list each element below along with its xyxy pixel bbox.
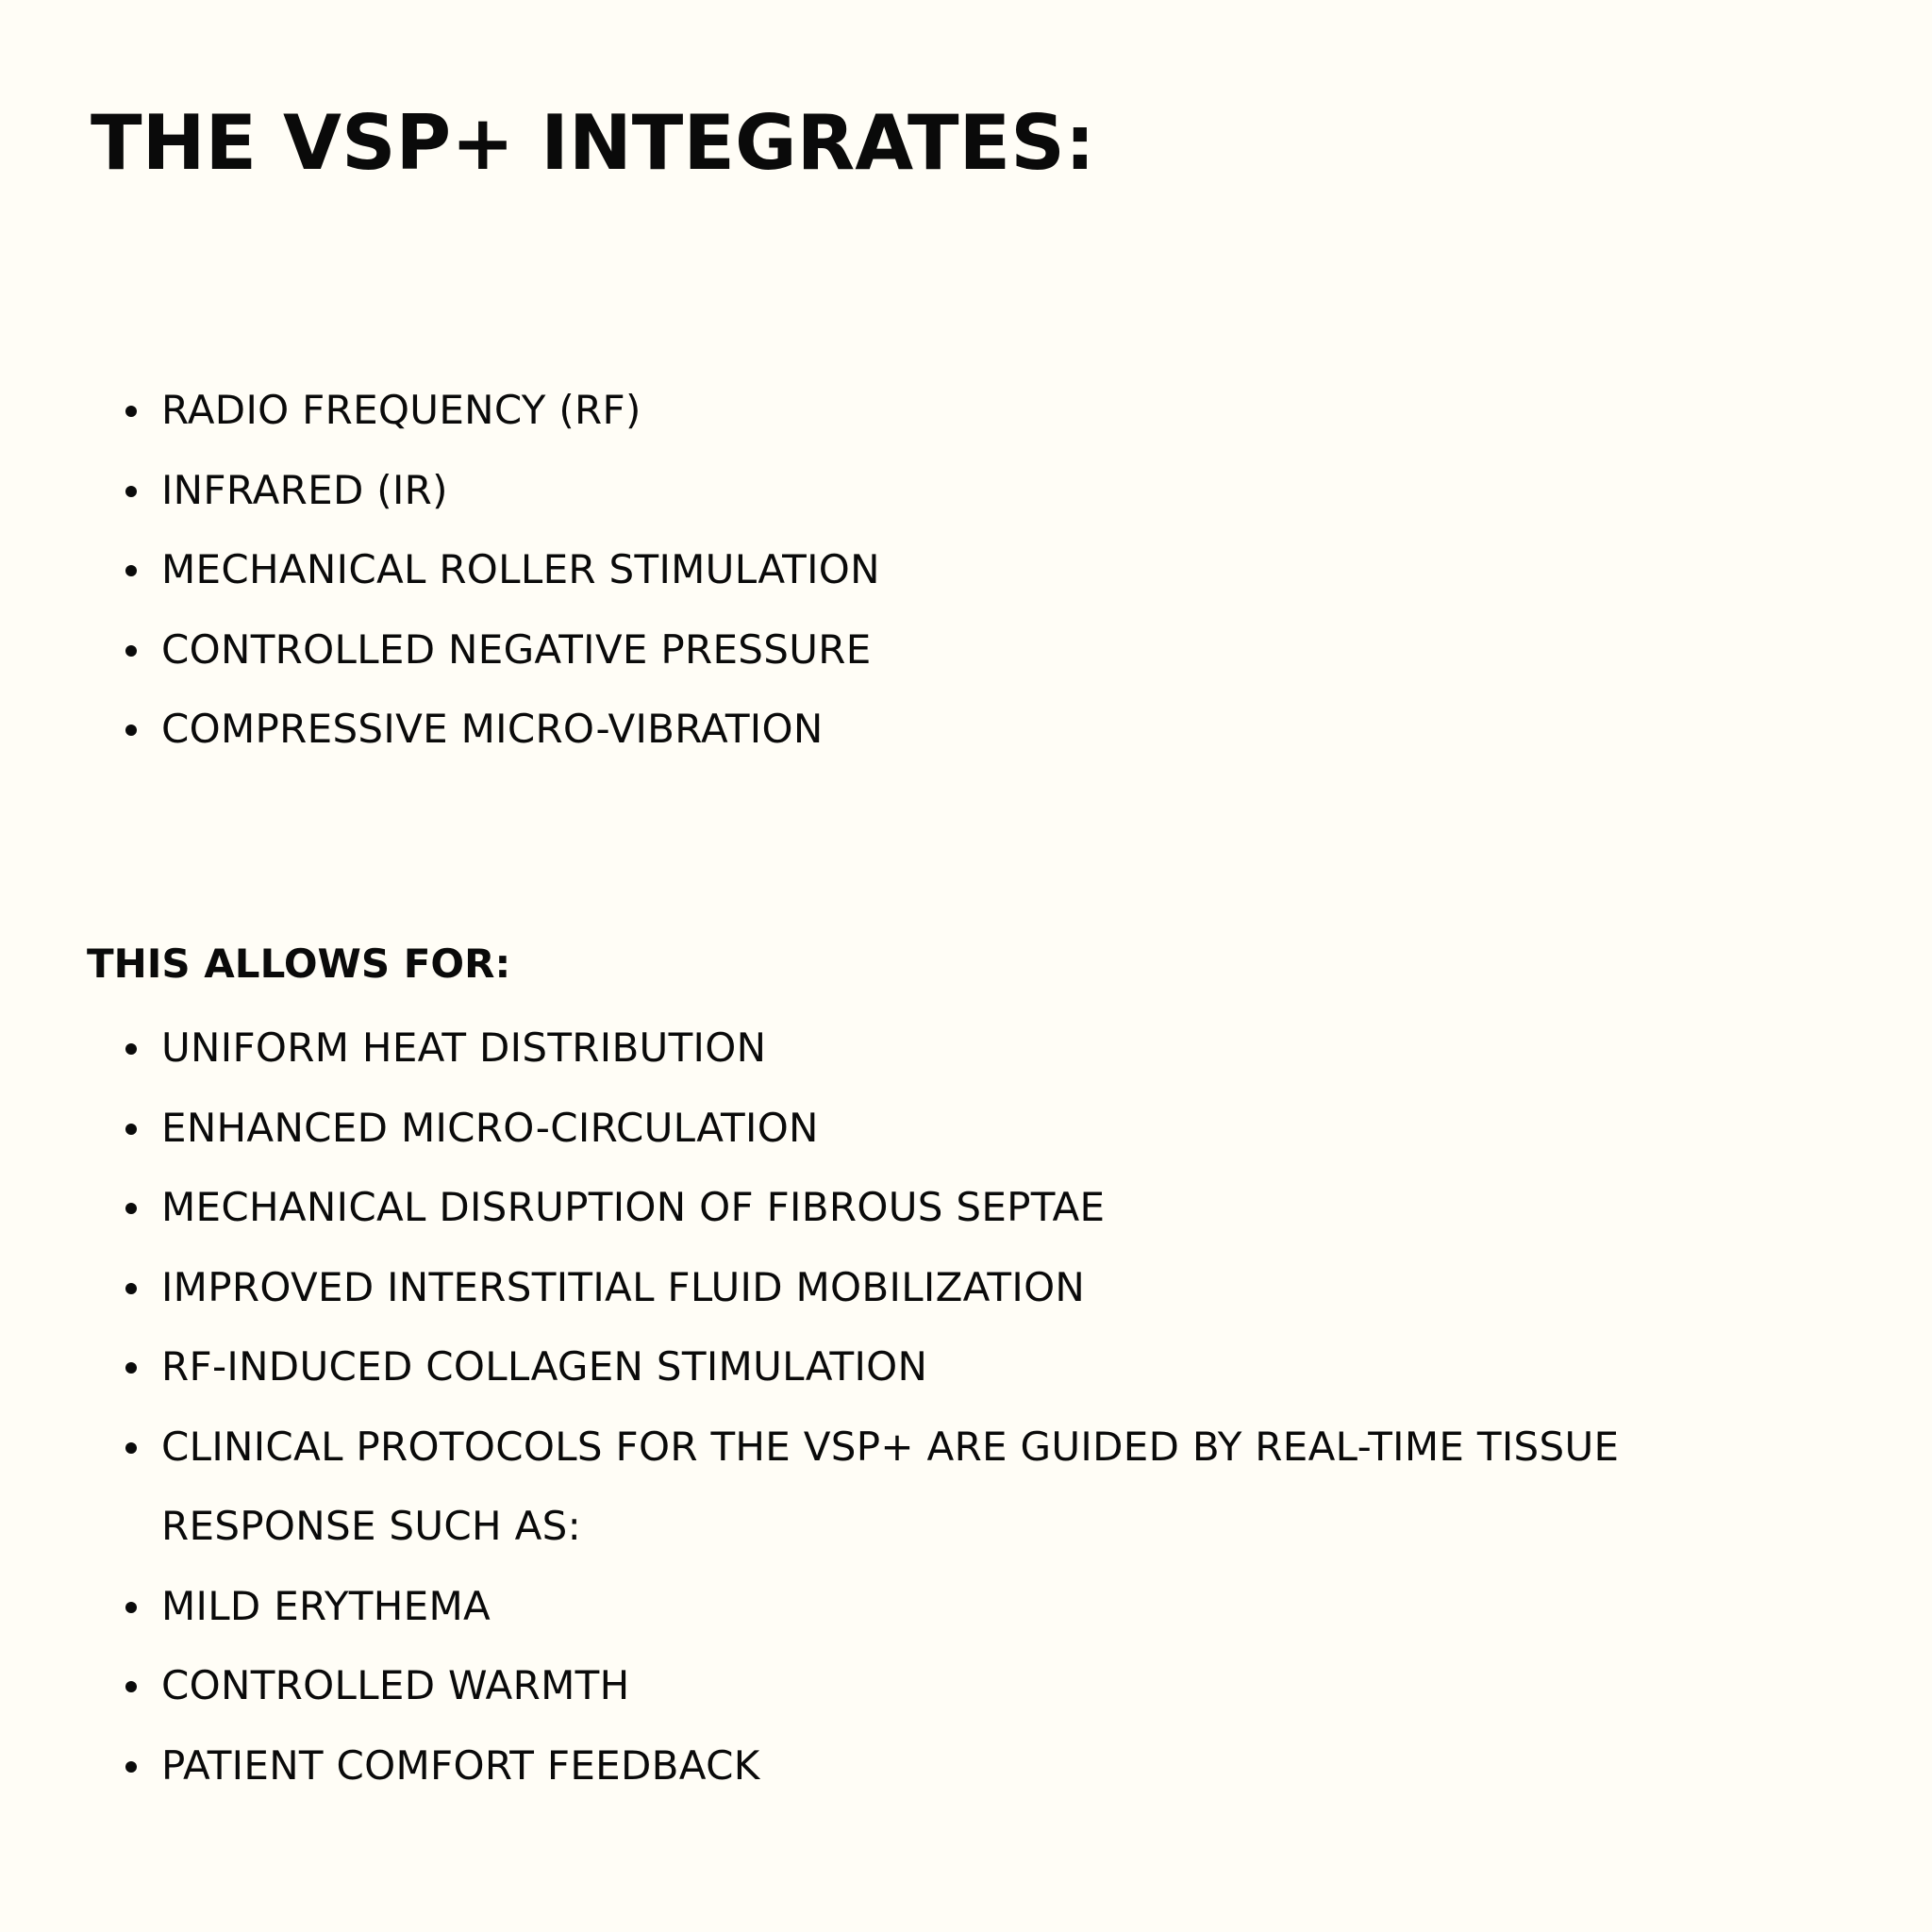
list-item <box>0 610 880 691</box>
list-item <box>0 530 880 610</box>
list-item-text: UNIFORM HEAT DISTRIBUTION <box>161 1024 767 1071</box>
list-item <box>0 1327 1619 1407</box>
list-item-text: CLINICAL PROTOCOLS FOR THE VSP+ ARE GUIDED BY REAL-TIME TISSUE RESPONSE SUCH AS: <box>161 1423 1620 1549</box>
list-item-text: ENHANCED MICRO-CIRCULATION <box>161 1104 819 1151</box>
bullet-icon <box>125 1124 137 1135</box>
list-item-text: COMPRESSIVE MICRO-VIBRATION <box>161 706 824 752</box>
list-item <box>0 1089 1619 1169</box>
bullet-icon <box>125 645 137 657</box>
list-item-text: MILD ERYTHEMA <box>161 1582 491 1629</box>
bullet-icon <box>125 1362 137 1374</box>
section-heading-allows: THIS ALLOWS FOR: <box>87 941 511 987</box>
list-item-text: RADIO FREQUENCY (RF) <box>161 387 641 433</box>
bullet-icon <box>125 1442 137 1454</box>
bullet-icon <box>125 486 137 497</box>
list-item <box>0 1168 1619 1248</box>
bullet-icon <box>125 1602 137 1613</box>
bullet-icon <box>125 1283 137 1294</box>
bullet-icon <box>125 406 137 417</box>
list-item-text: MECHANICAL ROLLER STIMULATION <box>161 546 880 592</box>
bullet-icon <box>125 724 137 736</box>
list-item-text: CONTROLLED WARMTH <box>161 1662 630 1708</box>
list-item-text: INFRARED (IR) <box>161 466 448 513</box>
list-item <box>0 371 880 451</box>
list-item-text: MECHANICAL DISRUPTION OF FIBROUS SEPTAE <box>161 1184 1106 1230</box>
bullet-icon <box>125 565 137 576</box>
page-title: THE VSP+ INTEGRATES: <box>91 99 1095 187</box>
list-item <box>0 1407 1619 1567</box>
integrates-list <box>0 371 880 770</box>
list-item-text: CONTROLLED NEGATIVE PRESSURE <box>161 625 872 673</box>
list-item <box>0 1646 1619 1726</box>
bullet-icon <box>125 1203 137 1214</box>
bullet-icon <box>125 1761 137 1773</box>
list-item-text: IMPROVED INTERSTITIAL FLUID MOBILIZATION <box>161 1263 1086 1310</box>
list-item <box>0 451 880 531</box>
bullet-icon <box>125 1681 137 1692</box>
list-item-text: PATIENT COMFORT FEEDBACK <box>161 1741 760 1789</box>
list-item <box>0 1008 1619 1089</box>
list-item <box>0 1726 1619 1807</box>
bullet-icon <box>125 1043 137 1055</box>
list-item <box>0 1567 1619 1647</box>
list-item <box>0 1248 1619 1328</box>
list-item-text: RF-INDUCED COLLAGEN STIMULATION <box>161 1343 928 1390</box>
allows-list <box>0 1008 1619 1806</box>
list-item <box>0 690 880 770</box>
